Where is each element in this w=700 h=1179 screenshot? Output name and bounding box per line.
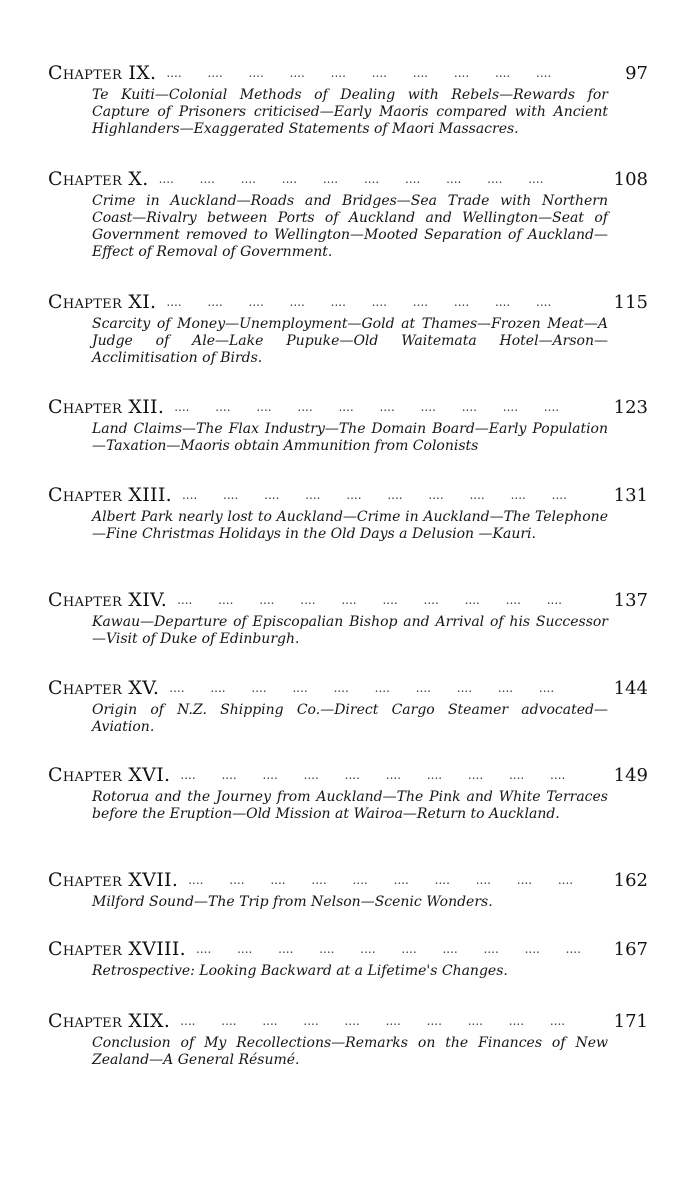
page-number: 131 bbox=[613, 485, 648, 506]
chapter-label: Chapter IX. bbox=[48, 62, 157, 84]
chapter-heading bbox=[48, 1008, 648, 1034]
chapter-label: Chapter XVIII. bbox=[48, 938, 187, 960]
chapter-label: Chapter XIX. bbox=[48, 1010, 171, 1032]
chapter-heading bbox=[48, 936, 648, 962]
dot-leader: .... .... .... .... .... .... .... .... .... .... bbox=[166, 295, 552, 309]
chapter-heading bbox=[48, 166, 648, 192]
page-number: 149 bbox=[613, 765, 648, 786]
chapter-summary: Retrospective: Looking Backward at a Lifetime's Changes. bbox=[92, 963, 508, 979]
chapter-summary: Kawau—Departure of Episcopalian Bishop and Arrival of his Successor—Visit of Duke of Edinburgh. bbox=[92, 614, 608, 647]
page-number: 97 bbox=[625, 63, 648, 84]
page-number: 137 bbox=[613, 590, 648, 611]
chapter-heading bbox=[48, 867, 648, 893]
chapter-entry-xvii bbox=[48, 867, 648, 911]
dot-leader: .... .... .... .... .... .... .... .... .... .... bbox=[188, 873, 574, 887]
chapter-summary: Albert Park nearly lost to Auckland—Crime in Auckland—The Telephone—Fine Christmas Holidays in the Old Days a Delusion —Kauri. bbox=[92, 509, 608, 542]
chapter-heading bbox=[48, 60, 648, 86]
page-number: 167 bbox=[613, 939, 648, 960]
chapter-heading bbox=[48, 289, 648, 315]
page-number: 108 bbox=[613, 169, 648, 190]
chapter-summary: Origin of N.Z. Shipping Co.—Direct Cargo Steamer advocated—Aviation. bbox=[92, 702, 608, 735]
chapter-label: Chapter X. bbox=[48, 168, 149, 190]
chapter-summary: Land Claims—The Flax Industry—The Domain Board—Early Population—Taxation—Maoris obtain Ammunition from Colonists bbox=[92, 421, 608, 454]
chapter-heading bbox=[48, 482, 648, 508]
chapter-label: Chapter XIV. bbox=[48, 589, 168, 611]
chapter-heading bbox=[48, 762, 648, 788]
chapter-label: Chapter XI. bbox=[48, 291, 157, 313]
dot-leader: .... .... .... .... .... .... .... .... .... .... bbox=[196, 942, 581, 956]
chapter-summary: Crime in Auckland—Roads and Bridges—Sea Trade with Northern Coast—Rivalry between Ports of Auckland and Wellington—Seat of Government removed to Wellington—Mooted Separation of Auckland—Effect of Removal of Government. bbox=[92, 193, 608, 260]
chapter-summary: Milford Sound—The Trip from Nelson—Scenic Wonders. bbox=[92, 894, 493, 910]
chapter-entry-ix bbox=[48, 60, 648, 138]
chapter-entry-xiv bbox=[48, 587, 648, 648]
chapter-entry-xviii bbox=[48, 936, 648, 980]
dot-leader: .... .... .... .... .... .... .... .... .... .... bbox=[181, 488, 567, 502]
chapter-heading bbox=[48, 394, 648, 420]
dot-leader: .... .... .... .... .... .... .... .... .... .... bbox=[177, 593, 562, 607]
chapter-summary: Scarcity of Money—Unemployment—Gold at Thames—Frozen Meat—A Judge of Ale—Lake Pupuke—Old Waitemata Hotel—Arson—Acclimitisation of Birds. bbox=[92, 316, 608, 366]
page-number: 115 bbox=[613, 292, 648, 313]
chapter-label: Chapter XVII. bbox=[48, 869, 179, 891]
chapter-summary: Rotorua and the Journey from Auckland—The Pink and White Terraces before the Eruption—Old Mission at Wairoa—Return to Auckland. bbox=[92, 789, 608, 822]
dot-leader: .... .... .... .... .... .... .... .... .... .... bbox=[174, 400, 560, 414]
chapter-heading bbox=[48, 587, 648, 613]
dot-leader: .... .... .... .... .... .... .... .... .... .... bbox=[180, 1014, 566, 1028]
page-number: 162 bbox=[613, 870, 648, 891]
chapter-summary: Conclusion of My Recollections—Remarks on the Finances of New Zealand—A General Résumé. bbox=[92, 1035, 608, 1068]
chapter-label: Chapter XV. bbox=[48, 677, 160, 699]
chapter-label: Chapter XIII. bbox=[48, 484, 172, 506]
chapter-label: Chapter XII. bbox=[48, 396, 165, 418]
chapter-entry-xii bbox=[48, 394, 648, 455]
dot-leader: .... .... .... .... .... .... .... .... .... .... bbox=[180, 768, 566, 782]
chapter-entry-xix bbox=[48, 1008, 648, 1069]
chapter-entry-xvi bbox=[48, 762, 648, 823]
dot-leader: .... .... .... .... .... .... .... .... .... .... bbox=[169, 681, 555, 695]
chapter-entry-x bbox=[48, 166, 648, 261]
chapter-summary: Te Kuiti—Colonial Methods of Dealing with Rebels—Rewards for Capture of Prisoners criticised—Early Maoris compared with Ancient Highlanders—Exaggerated Statements of Maori Massacres. bbox=[92, 87, 608, 137]
chapter-entry-xi bbox=[48, 289, 648, 367]
chapter-label: Chapter XVI. bbox=[48, 764, 171, 786]
page-number: 123 bbox=[613, 397, 648, 418]
chapter-heading bbox=[48, 675, 648, 701]
chapter-entry-xiii bbox=[48, 482, 648, 543]
chapter-entry-xv bbox=[48, 675, 648, 736]
page-number: 171 bbox=[613, 1011, 648, 1032]
dot-leader: .... .... .... .... .... .... .... .... .... .... bbox=[158, 172, 544, 186]
dot-leader: .... .... .... .... .... .... .... .... .... .... bbox=[166, 66, 552, 80]
page-number: 144 bbox=[613, 678, 648, 699]
